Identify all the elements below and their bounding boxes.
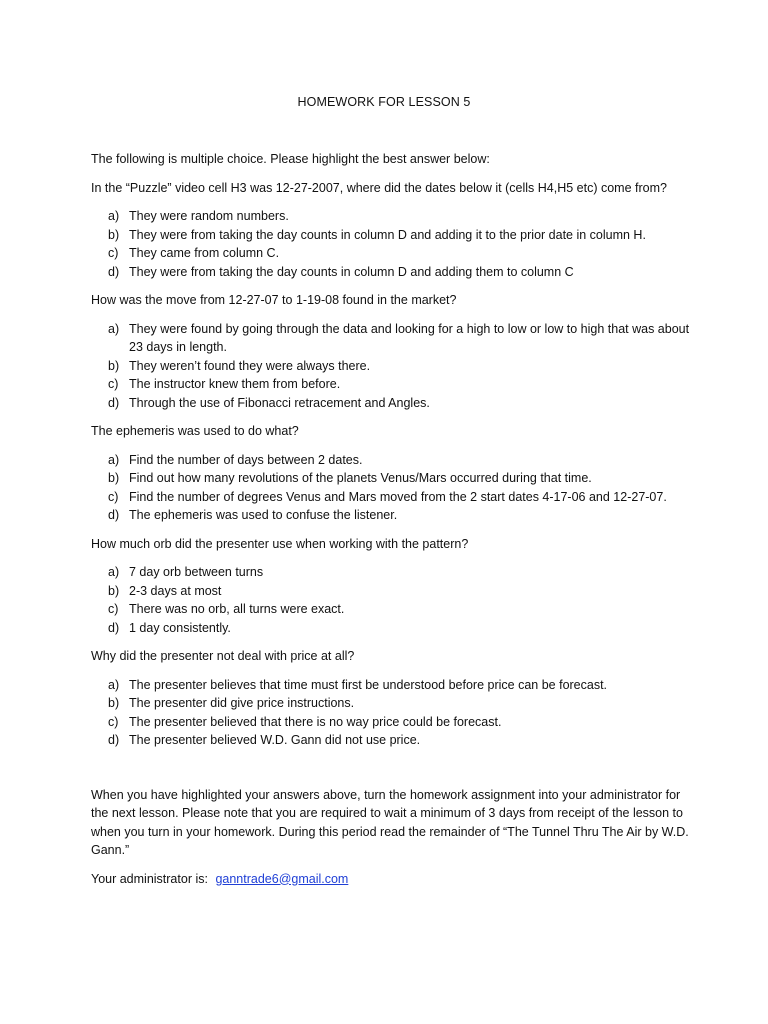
option-text: They were from taking the day counts in column D and adding it to the prior date in column H. bbox=[129, 227, 646, 242]
option-text: 2-3 days at most bbox=[129, 583, 222, 598]
document-body bbox=[91, 150, 691, 888]
question-text: The ephemeris was used to do what? bbox=[91, 424, 299, 438]
option-text: They came from column C. bbox=[129, 246, 280, 260]
option-letter: c) bbox=[108, 602, 119, 616]
option-text: The presenter believed W.D. Gann did not use price. bbox=[129, 733, 421, 747]
intro-text: The following is multiple choice. Please highlight the best answer below: bbox=[91, 152, 490, 166]
option-letter: d) bbox=[108, 395, 120, 410]
option-text: The presenter believes that time must first be understood before price can be forecast. bbox=[129, 677, 608, 692]
option-letter: d) bbox=[108, 508, 120, 522]
option-text: The ephemeris was used to confuse the listener. bbox=[129, 508, 398, 522]
answer-option bbox=[91, 244, 691, 263]
option-text: Through the use of Fibonacci retracement and Angles. bbox=[129, 395, 430, 410]
option-text: The presenter did give price instructions. bbox=[129, 696, 355, 710]
question-block-2 bbox=[91, 291, 691, 412]
answer-options bbox=[91, 563, 691, 637]
document-title: HOMEWORK FOR LESSON 5 bbox=[297, 95, 471, 109]
option-text: Find the number of days between 2 dates. bbox=[129, 452, 363, 467]
answer-option bbox=[91, 451, 691, 470]
question-block-1 bbox=[91, 179, 691, 282]
option-text: There was no orb, all turns were exact. bbox=[129, 602, 345, 616]
option-letter: d) bbox=[108, 264, 120, 279]
question-block-5 bbox=[91, 647, 691, 750]
option-letter: a) bbox=[108, 677, 120, 692]
option-letter: d) bbox=[108, 733, 120, 747]
answer-option bbox=[91, 619, 691, 638]
option-letter: a) bbox=[108, 565, 120, 579]
answer-option bbox=[91, 713, 691, 732]
option-letter: c) bbox=[108, 246, 119, 260]
option-letter: b) bbox=[108, 583, 120, 598]
answer-option bbox=[91, 731, 691, 750]
answer-option bbox=[91, 226, 691, 245]
option-letter: b) bbox=[108, 227, 120, 242]
option-text: 1 day consistently. bbox=[129, 620, 231, 635]
question-text: Why did the presenter not deal with price at all? bbox=[91, 649, 355, 663]
option-text: Find out how many revolutions of the planets Venus/Mars occurred during that time. bbox=[129, 471, 592, 485]
answer-options bbox=[91, 207, 691, 281]
answer-options bbox=[91, 320, 691, 413]
option-letter: c) bbox=[108, 489, 119, 504]
question-text: In the “Puzzle” video cell H3 was 12-27-2007, where did the dates below it (cells H4,H5 etc) come from? bbox=[91, 180, 667, 195]
answer-option bbox=[91, 263, 691, 282]
answer-option bbox=[91, 676, 691, 695]
option-text: The presenter believed that there is no way price could be forecast. bbox=[129, 714, 502, 729]
question-block-4 bbox=[91, 535, 691, 638]
option-text: They were from taking the day counts in column D and adding them to column C bbox=[129, 264, 574, 279]
option-text: They were found by going through the data and looking for a high to low or low to high that was about 23 days in length. bbox=[129, 321, 690, 354]
answer-option bbox=[91, 694, 691, 713]
answer-option bbox=[91, 563, 691, 582]
option-letter: c) bbox=[108, 714, 119, 729]
option-letter: a) bbox=[108, 209, 120, 223]
option-letter: a) bbox=[108, 452, 120, 467]
option-letter: b) bbox=[108, 358, 120, 373]
option-text: Find the number of degrees Venus and Mars moved from the 2 start dates 4-17-06 and 12-27-07. bbox=[129, 489, 667, 504]
closing-instructions: When you have highlighted your answers above, turn the homework assignment into your administrator for the next lesson. Please note that you are required to wait a minimum of 3 days from receipt of the lesson to when you turn in your homework. During this period read the remainder of “The Tunnel Thru The Air by W.D. Gann.” bbox=[91, 787, 689, 857]
option-letter: c) bbox=[108, 377, 119, 391]
option-letter: b) bbox=[108, 696, 120, 710]
answer-option bbox=[91, 320, 691, 357]
answer-option bbox=[91, 469, 691, 488]
option-text: The instructor knew them from before. bbox=[129, 377, 341, 391]
answer-options bbox=[91, 451, 691, 525]
option-text: They weren’t found they were always there. bbox=[129, 358, 371, 373]
answer-option bbox=[91, 394, 691, 413]
question-block-3 bbox=[91, 422, 691, 525]
option-text: 7 day orb between turns bbox=[129, 565, 264, 579]
question-text: How was the move from 12-27-07 to 1-19-08 found in the market? bbox=[91, 293, 457, 307]
answer-options bbox=[91, 676, 691, 750]
answer-option bbox=[91, 506, 691, 525]
option-letter: a) bbox=[108, 321, 120, 336]
answer-option bbox=[91, 207, 691, 226]
answer-option bbox=[91, 375, 691, 394]
answer-option bbox=[91, 488, 691, 507]
option-letter: d) bbox=[108, 620, 120, 635]
option-letter: b) bbox=[108, 471, 120, 485]
question-text: How much orb did the presenter use when working with the pattern? bbox=[91, 536, 469, 551]
option-text: They were random numbers. bbox=[129, 209, 289, 223]
answer-option bbox=[91, 600, 691, 619]
answer-option bbox=[91, 357, 691, 376]
administrator-line bbox=[91, 870, 691, 889]
administrator-email-link[interactable]: ganntrade6@gmail.com bbox=[215, 871, 349, 886]
administrator-label: Your administrator is: bbox=[91, 871, 208, 886]
answer-option bbox=[91, 582, 691, 601]
